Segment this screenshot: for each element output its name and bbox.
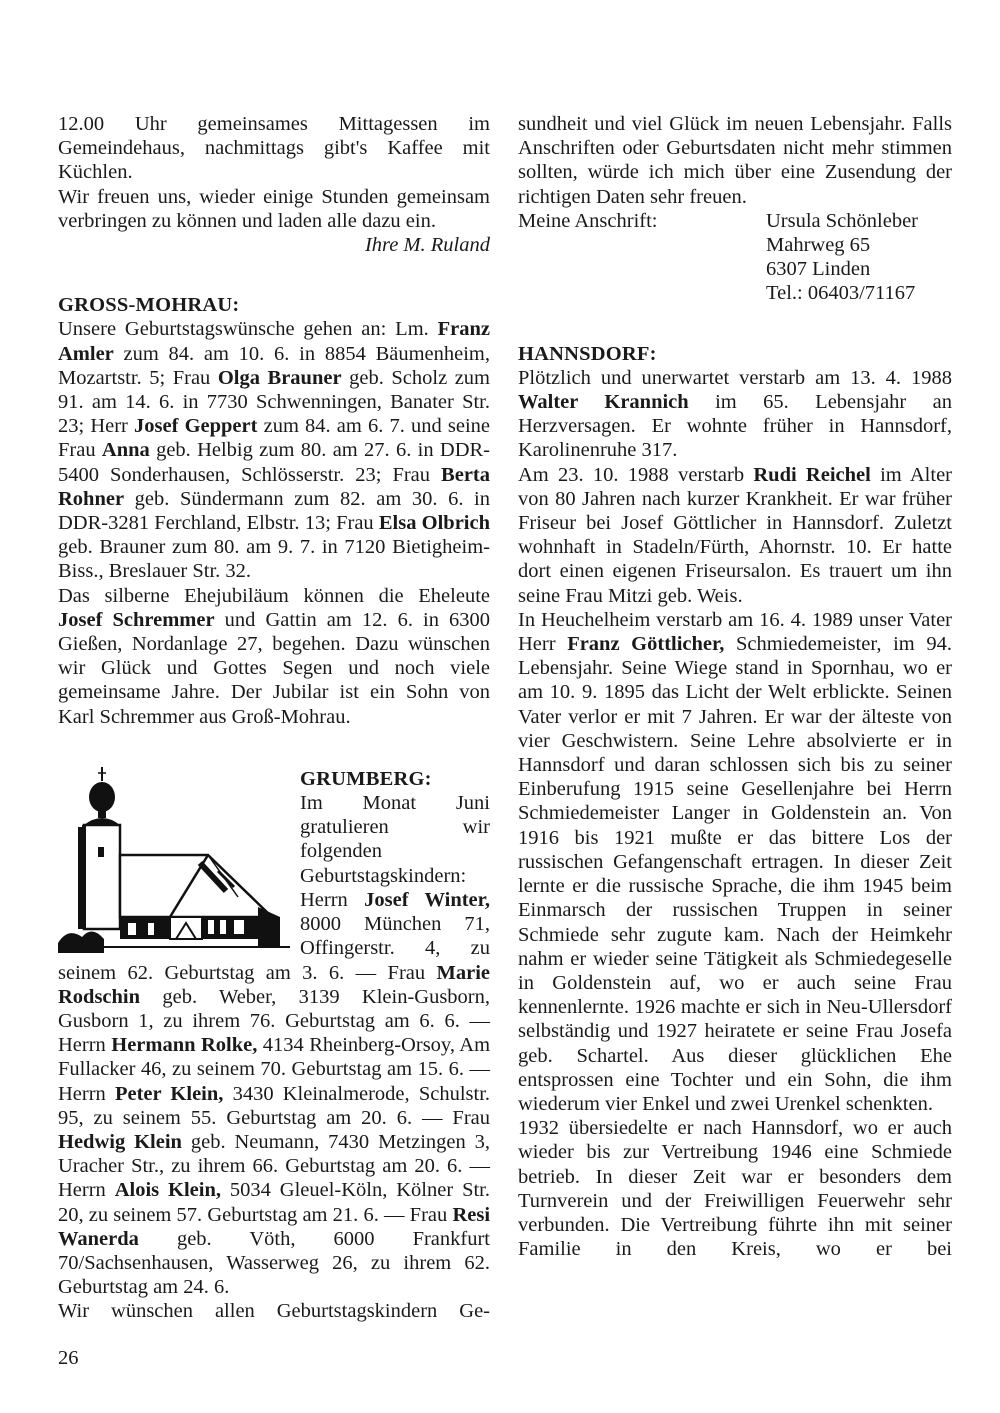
anniversary-text [58, 584, 490, 729]
text-segment: geb. Scholz zum 91. am 14. 6. in 7730 Schwenningen, Banater Str. 23; Herr [58, 366, 491, 438]
person-name: Hermann Rolke, [111, 1034, 258, 1057]
person-name: Franz Göttlicher, [567, 633, 725, 656]
person-name: Walter Krannich [518, 391, 689, 414]
text-segment: Plötzlich und unerwartet verstarb am 13. 4. 1988 [518, 366, 952, 389]
heading-grumberg: GRUMBERG: [300, 767, 432, 790]
heading-hannsdorf: HANNSDORF: [518, 342, 657, 365]
person-name: Rudi Reichel [753, 463, 871, 486]
right-column [518, 112, 952, 1261]
person-name: Anna [101, 439, 150, 462]
closing-text: Wir wünschen allen Geburtstagskindern Ge- [58, 1300, 490, 1323]
text-segment: geb. Brauner zum 80. am 9. 7. in 7120 Bietigheim-Biss., Breslauer Str. 32. [58, 536, 490, 583]
intro-line: Unsere Geburtstagswünsche gehen an: [58, 318, 387, 341]
text-segment: geb. Weber, 3139 Klein-Gusborn, Gusborn 1, zu ihrem 76. Geburtstag am 6. 6. — Herrn [58, 985, 491, 1057]
person-name: Berta Rohner [58, 463, 490, 510]
text-segment: 3430 Kleinalmerode, Schulstr. 95, zu seinem 55. Geburtstag am 20. 6. — Frau [58, 1082, 491, 1129]
address-tel: Tel.: 06403/71167 [766, 282, 916, 305]
obituary-reichel [518, 463, 952, 608]
text-segment: im 65. Lebensjahr an Herzversagen. Er wohnte früher in Hannsdorf, Karolinenruhe 317. [518, 391, 953, 462]
text-segment: Lm. [395, 318, 429, 341]
address-city: 6307 Linden [766, 258, 871, 281]
signature: Ihre M. Ruland [364, 234, 490, 257]
address-label: Meine Anschrift: [518, 209, 658, 232]
text-segment: Das silberne Ehejubiläum können die Eheleute [58, 584, 490, 607]
obituary-goettlicher [518, 608, 952, 1116]
text-segment: In Heuchelheim verstarb am 16. 4. 1989 unser Vater Herr [518, 608, 952, 656]
signature-line [58, 233, 490, 257]
person-name: Josef Winter, [364, 888, 490, 911]
person-name: Josef Geppert [134, 415, 258, 438]
obituary-goettlicher-cont: 1932 übersiedelte er nach Hannsdorf, wo er auch wieder bis zur Vertreibung 1946 eine Schmiede betrieb. In dieser Zeit war er besonders dem Turnverein und der Freiwilligen Feuerwehr sehr verbunden. Die Vertreibung führte ihn mit seiner Familie in den Kreis, wo er bei [518, 1117, 952, 1261]
text-segment: Im Monat Juni gratulieren wir folgenden Geburtstagskindern: Herrn [300, 792, 490, 911]
page-number: 26 [58, 1347, 79, 1369]
text-segment: im Alter von 80 Jahren nach kurzer Krankheit. Er war früher Friseur bei Josef Göttlicher in Hannsdorf. Zuletzt wohnhaft in Stadeln/Fürth, Ahornstr. 10. Er hatte dort einen eigenen Friseursalon. Es trauert um ihn seine Frau Mitzi geb. Weis. [518, 463, 952, 607]
continued-text: sundheit und viel Glück im neuen Lebensjahr. Falls Anschriften oder Geburtsdaten nicht mehr stimmen sollten, würde ich mich über eine Zusendung der richtigen Daten sehr freuen. [518, 113, 952, 208]
address-name: Ursula Schönleber [766, 209, 918, 232]
text-segment: 8000 München 71, Offingerstr. 4, zu seinem 62. Geburtstag am 3. 6. — Frau [58, 913, 490, 984]
person-name: Marie Rodschin [58, 961, 490, 1008]
birthday-list-gross-mohrau [58, 317, 490, 583]
section-grumberg [58, 767, 490, 1324]
left-column [58, 112, 490, 1324]
text-segment: zum 84. am 10. 6. in 8854 Bäumenheim, Mozartstr. 5; Frau [58, 342, 490, 389]
section-hannsdorf [518, 342, 952, 1262]
text-segment: Am 23. 10. 1988 verstarb [518, 463, 745, 486]
person-name: Elsa Olbrich [378, 512, 490, 535]
text-segment: 5034 Gleuel-Köln, Kölner Str. 20, zu seinem 57. Geburtstag am 21. 6. — Frau [58, 1179, 490, 1226]
text-segment: geb. Helbig zum 80. am 27. 6. in DDR-5400 Sonderhausen, Schlösserstr. 23; Frau [58, 439, 491, 486]
address-block [518, 209, 952, 306]
text-segment: Schmiedemeister, im 94. Lebensjahr. Seine Wiege stand in Spornhau, wo er am 10. 9. 1895 das Licht der Welt erblickte. Seinen Vater verlor er mit 7 Jahren. Er war der älteste von vier Geschwistern. Seine Lehre absolvierte er in Hannsdorf und daran schlossen sich bis zu seiner Einberufung 1915 seine Gesellenjahre bei Herrn Schmiedemeister Langer in Goldenstein an. Von 1916 bis 1921 mußte er das bittere Los der russischen Gefangenschaft ertragen. In dieser Zeit lernte er die russische Sprache, die ihm 1945 beim Einmarsch der russischen Truppen in seiner Schmiede sehr zugute kam. Nach der Heimkehr nahm er wieder seine Tätigkeit als Schmiedegeselle in Goldenstein auf, wo er auch seine Frau kennenlernte. 1926 machte er sich in Neu-Ullersdorf selbständig und 1927 heiratete er seine Frau Josefa geb. Schartel. Aus dieser glücklichen Ehe entsprossen eine Tochter und ein Sohn, die ihm wiederum vier Enkel und zwei Urenkel schenkten. [518, 633, 952, 1115]
text-segment: 4134 Rheinberg-Orsoy, Am Fullacker 46, zu seinem 70. Geburtstag am 15. 6. — Herrn [58, 1034, 491, 1105]
text-segment: geb. Sündermann zum 82. am 30. 6. in DDR-3281 Ferchland, Elbstr. 13; Frau [58, 487, 490, 535]
address-street: Mahrweg 65 [766, 234, 871, 257]
church-illustration [58, 767, 290, 953]
person-name: Peter Klein, [114, 1082, 224, 1105]
person-name: Resi Wanerda [58, 1203, 491, 1250]
intro-text: 12.00 Uhr gemeinsames Mittagessen im Gemeindehaus, nachmittags gibt's Kaffee mit Küchlen. [58, 113, 490, 184]
section-gross-mohrau [58, 293, 490, 729]
person-name: Olga Brauner [217, 366, 342, 389]
text-segment: geb. Neumann, 7430 Metzingen 3, Uracher Str., zu ihrem 66. Geburtstag am 20. 6. — Herrn [58, 1130, 491, 1202]
invite-text: Wir freuen uns, wieder einige Stunden gemeinsam verbringen zu können und laden alle dazu ein. [58, 185, 490, 232]
person-name: Franz Amler [58, 318, 491, 365]
text-segment: und Gattin am 12. 6. in 6300 Gießen, Nordanlage 27, begehen. Dazu wünschen wir Glück und Gottes Segen und noch viele gemeinsame Jahre. Der Jubilar ist ein Sohn von Karl Schremmer aus Groß-Mohrau. [58, 608, 491, 728]
person-name: Hedwig Klein [58, 1130, 182, 1153]
heading-gross-mohrau: GROSS-MOHRAU: [58, 294, 240, 317]
text-segment: zum 84. am 6. 7. und seine Frau [58, 415, 490, 462]
person-name: Josef Schremmer [58, 608, 215, 631]
person-name: Alois Klein, [114, 1179, 221, 1202]
text-segment: geb. Vöth, 6000 Frankfurt 70/Sachsenhausen, Wasserweg 26, zu ihrem 62. Geburtstag am 24. 6. [58, 1227, 491, 1299]
obituary-krannich [518, 366, 952, 463]
